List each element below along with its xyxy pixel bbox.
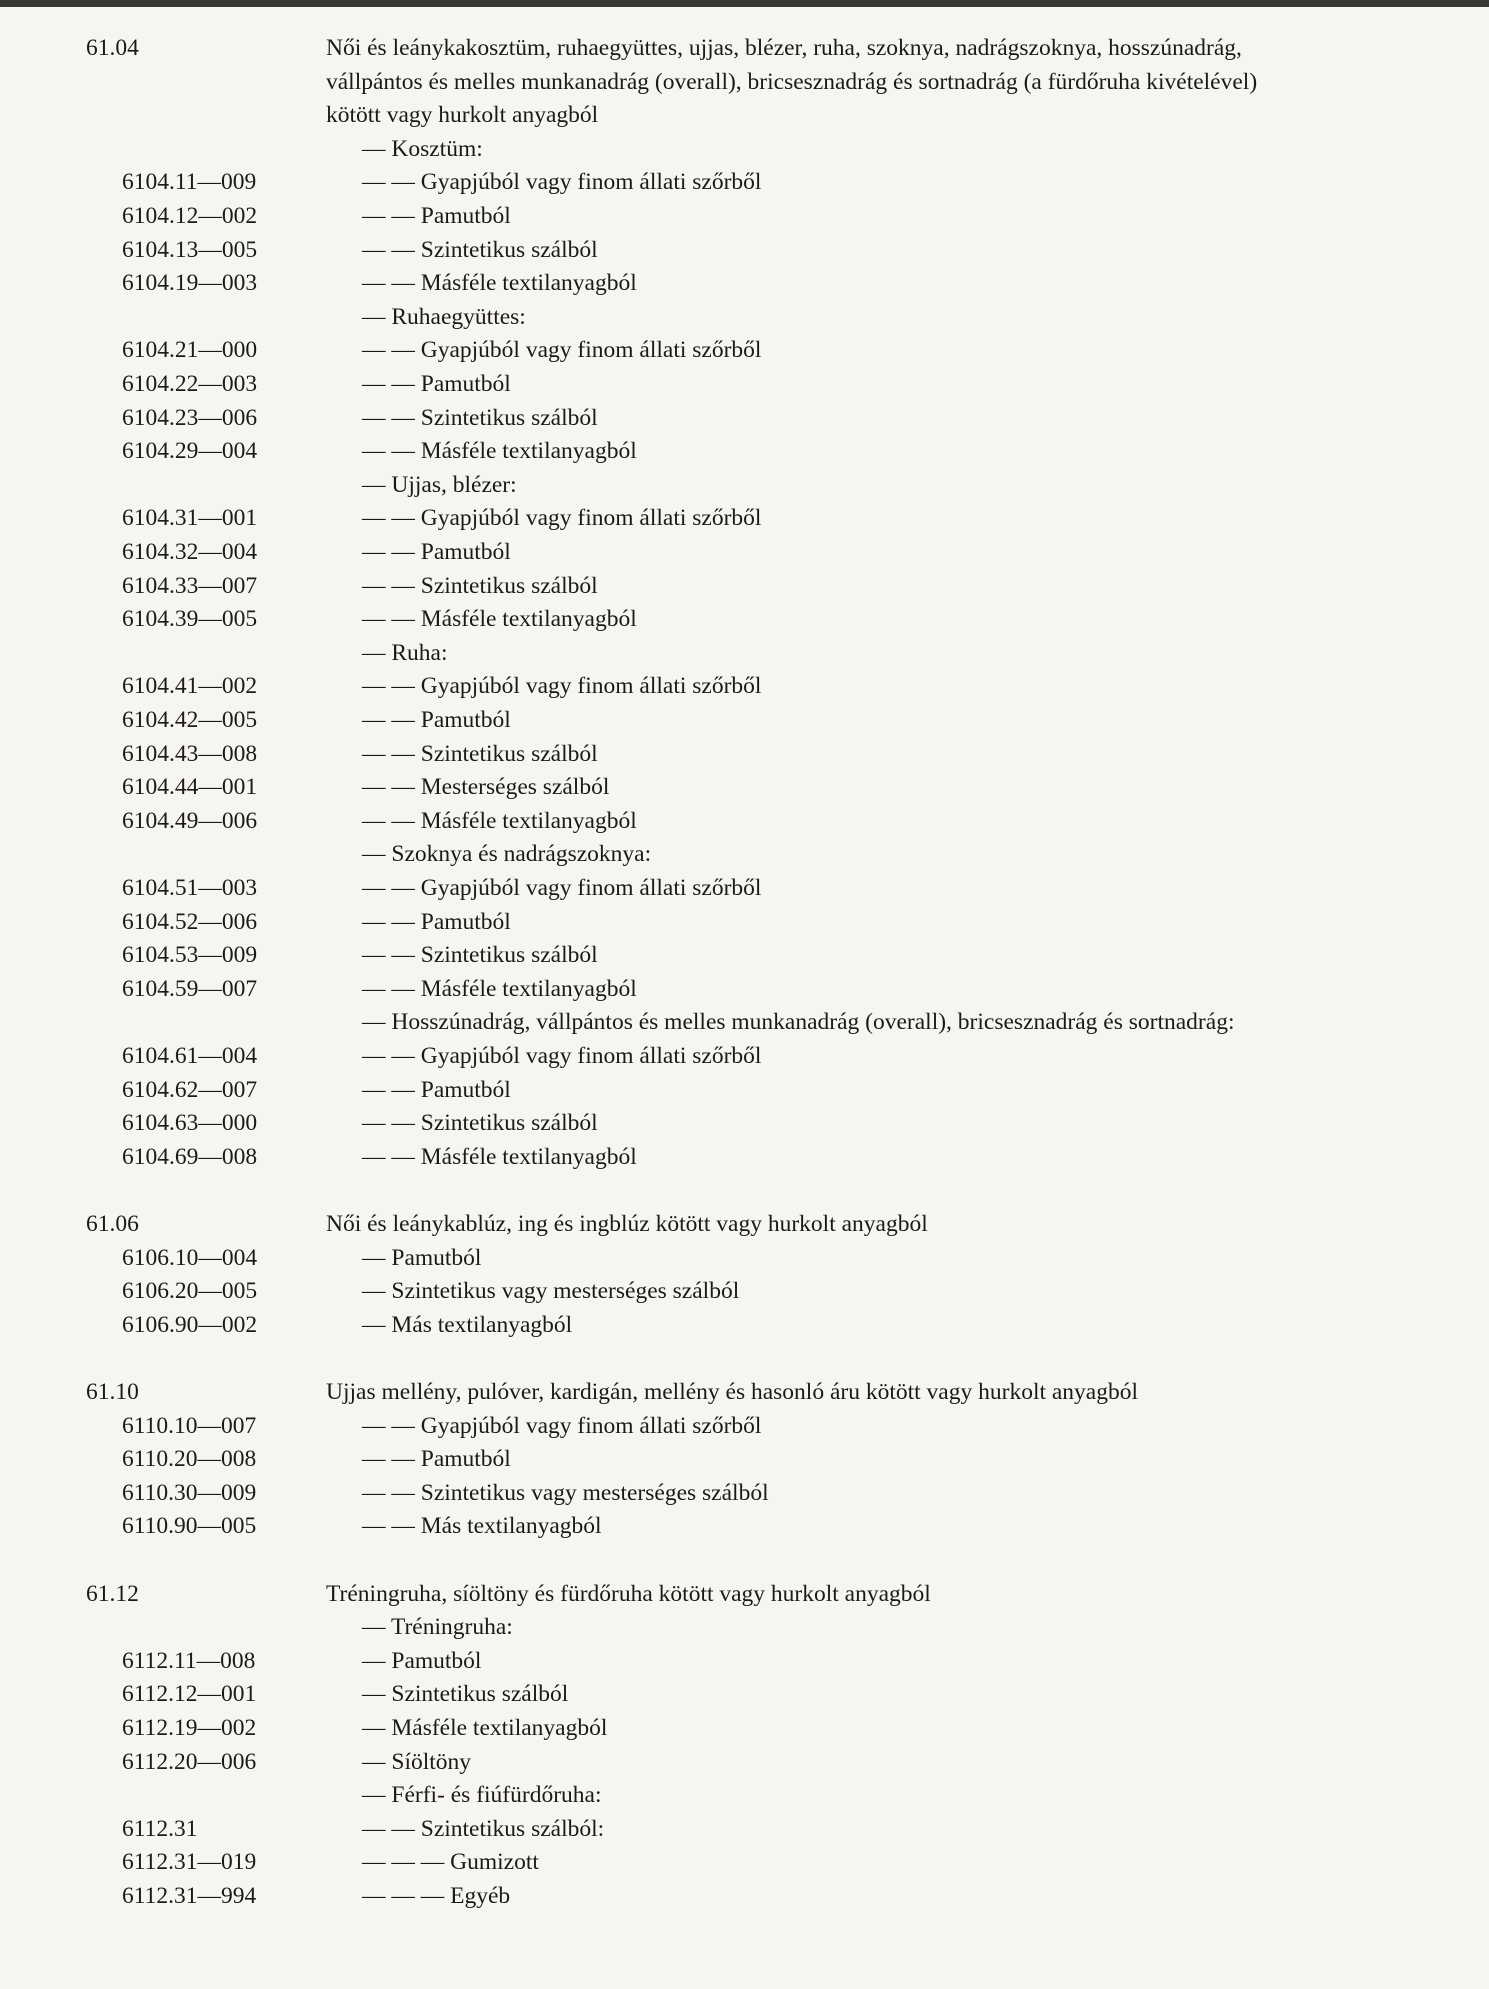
tariff-description: — — Pamutból [362, 1446, 511, 1473]
tariff-description: — Pamutból [362, 1647, 482, 1674]
tariff-description: — — Gyapjúból vagy finom állati szőrből [362, 337, 762, 364]
tariff-code: 6104.59—007 [122, 975, 258, 1002]
tariff-code: 6110.10—007 [122, 1412, 257, 1439]
tariff-description: — — Szintetikus szálból [362, 236, 598, 263]
tariff-row [0, 703, 1489, 737]
tariff-description: — — Pamutból [362, 371, 511, 397]
tariff-row [0, 165, 1489, 199]
tariff-row [0, 1812, 1489, 1846]
tariff-code: 6110.20—008 [122, 1446, 257, 1473]
tariff-row [0, 737, 1489, 771]
tariff-code: 6112.12—001 [122, 1681, 257, 1708]
heading-description: Ujjas mellény, pulóver, kardigán, mellény és hasonló áru kötött vagy hurkolt anyagból [326, 1379, 1139, 1405]
tariff-row [0, 636, 1489, 670]
tariff-description: — — Szintetikus szálból [362, 404, 598, 431]
tariff-code: 6104.51—003 [122, 875, 258, 901]
tariff-code: 6104.53—009 [122, 942, 258, 969]
heading-description: Női és leánykablúz, ing és ingblúz kötött vagy hurkolt anyagból [326, 1211, 928, 1237]
tariff-row [0, 1308, 1489, 1342]
tariff-row [0, 938, 1489, 972]
tariff-row [0, 1677, 1489, 1711]
tariff-description: — Ujjas, blézer: [362, 471, 517, 498]
tariff-description: — — Pamutból [362, 203, 511, 229]
tariff-description: — — Gyapjúból vagy finom állati szőrből [362, 875, 762, 901]
tariff-row [0, 1644, 1489, 1678]
tariff-code: 6112.19—002 [122, 1715, 257, 1741]
tariff-description: — — Szintetikus szálból [362, 572, 598, 599]
tariff-row [0, 1442, 1489, 1476]
tariff-description: — Szintetikus vagy mesterséges szálból [362, 1278, 740, 1305]
tariff-code: 6104.13—005 [122, 236, 258, 263]
tariff-description: — — Szintetikus szálból [362, 740, 598, 767]
tariff-row [0, 1745, 1489, 1779]
heading-code: 61.10 [86, 1379, 139, 1405]
tariff-code: 6104.29—004 [122, 438, 258, 465]
tariff-row [0, 1106, 1489, 1140]
heading-description: vállpántos és melles munkanadrág (overall), bricsesznadrág és sortnadrág (a fürdőruha kivételével) [326, 68, 1258, 95]
heading-row [0, 1577, 1489, 1611]
tariff-row [0, 1005, 1489, 1039]
tariff-description: — — Pamutból [362, 908, 511, 935]
tariff-description: — — Másféle textilanyagból [362, 1143, 637, 1170]
tariff-description: — Másféle textilanyagból [362, 1715, 608, 1741]
tariff-row [0, 300, 1489, 334]
tariff-description: — — Szintetikus szálból [362, 1110, 598, 1137]
tariff-row [0, 233, 1489, 267]
tariff-row [0, 1476, 1489, 1510]
tariff-description: — — Másféle textilanyagból [362, 438, 637, 465]
tariff-description: — — Pamutból [362, 707, 511, 733]
tariff-code: 6106.90—002 [122, 1311, 258, 1338]
tariff-code: 6112.11—008 [122, 1647, 256, 1674]
tariff-description: — — Mesterséges szálból [362, 774, 610, 801]
tariff-row [0, 1274, 1489, 1308]
tariff-code: 6104.32—004 [122, 539, 258, 565]
tariff-row [0, 1073, 1489, 1107]
tariff-row [0, 1140, 1489, 1174]
tariff-code: 6112.31 [122, 1815, 198, 1842]
tariff-row [0, 434, 1489, 468]
tariff-code: 6112.31—019 [122, 1849, 257, 1876]
tariff-description: — — Szintetikus szálból [362, 942, 598, 969]
heading-row [0, 65, 1489, 99]
heading-row [0, 1207, 1489, 1241]
tariff-description: — Kosztüm: [362, 135, 483, 162]
tariff-description: — Síöltöny [362, 1748, 472, 1775]
tariff-description: — — Pamutból [362, 1076, 511, 1103]
tariff-description: — Tréningruha: [362, 1614, 513, 1641]
tariff-row [0, 132, 1489, 166]
tariff-row [0, 1241, 1489, 1275]
tariff-row [0, 535, 1489, 569]
tariff-code: 6104.19—003 [122, 270, 258, 297]
tariff-description: — — Szintetikus vagy mesterséges szálból [362, 1479, 769, 1506]
tariff-row [0, 401, 1489, 435]
tariff-description: — Pamutból [362, 1244, 482, 1271]
heading-description: Női és leánykakosztüm, ruhaegyüttes, ujjas, blézer, ruha, szoknya, nadrágszoknya, hosszúnadrág, [326, 35, 1242, 61]
tariff-row [0, 1778, 1489, 1812]
tariff-code: 6110.90—005 [122, 1513, 257, 1540]
tariff-description: — — Pamutból [362, 539, 511, 565]
tariff-row [0, 905, 1489, 939]
tariff-code: 6104.33—007 [122, 572, 258, 599]
tariff-description: — — Gyapjúból vagy finom állati szőrből [362, 169, 762, 196]
tariff-code: 6104.11—009 [122, 169, 257, 196]
tariff-description: — — Másféle textilanyagból [362, 807, 637, 834]
tariff-row [0, 770, 1489, 804]
tariff-description: — Szoknya és nadrágszoknya: [362, 841, 652, 868]
tariff-code: 6104.23—006 [122, 404, 258, 431]
tariff-row [0, 468, 1489, 502]
tariff-code: 6112.20—006 [122, 1748, 257, 1775]
tariff-description: — — Gyapjúból vagy finom állati szőrből [362, 673, 762, 700]
tariff-row [0, 266, 1489, 300]
tariff-description: — — Másféle textilanyagból [362, 606, 637, 633]
heading-description: Tréningruha, síöltöny és fürdőruha kötött vagy hurkolt anyagból [326, 1580, 931, 1607]
tariff-code: 6106.20—005 [122, 1278, 258, 1305]
tariff-code: 6112.31—994 [122, 1883, 257, 1909]
tariff-description: — — — Gumizott [362, 1849, 539, 1876]
tariff-row [0, 569, 1489, 603]
tariff-code: 6104.62—007 [122, 1076, 258, 1103]
heading-row [0, 31, 1489, 65]
tariff-row [0, 501, 1489, 535]
tariff-row [0, 602, 1489, 636]
tariff-description: — Ruha: [362, 639, 448, 666]
tariff-row [0, 1845, 1489, 1879]
tariff-code: 6104.41—002 [122, 673, 258, 700]
tariff-description: — Ruhaegyüttes: [362, 303, 526, 330]
tariff-code: 6104.69—008 [122, 1143, 258, 1170]
tariff-description: — — Gyapjúból vagy finom állati szőrből [362, 1412, 762, 1439]
tariff-row [0, 333, 1489, 367]
tariff-description: — — Más textilanyagból [362, 1513, 602, 1540]
tariff-description: — — Gyapjúból vagy finom állati szőrből [362, 1043, 762, 1069]
heading-code: 61.04 [86, 35, 139, 61]
tariff-row [0, 1039, 1489, 1073]
tariff-code: 6104.52—006 [122, 908, 258, 935]
tariff-code: 6104.63—000 [122, 1110, 258, 1137]
heading-code: 61.12 [86, 1580, 139, 1607]
tariff-code: 6104.31—001 [122, 505, 258, 532]
tariff-description: — Hosszúnadrág, vállpántos és melles munkanadrág (overall), bricsesznadrág és sortnadrág: [362, 1009, 1235, 1036]
tariff-row [0, 871, 1489, 905]
tariff-row [0, 367, 1489, 401]
tariff-description: — Más textilanyagból [362, 1311, 573, 1338]
tariff-row [0, 972, 1489, 1006]
tariff-row [0, 669, 1489, 703]
heading-row [0, 1375, 1489, 1409]
tariff-description: — — — Egyéb [362, 1883, 511, 1909]
tariff-code: 6104.22—003 [122, 371, 258, 397]
tariff-code: 6106.10—004 [122, 1244, 258, 1271]
tariff-description: — Szintetikus szálból [362, 1681, 569, 1708]
tariff-row [0, 1879, 1489, 1913]
tariff-code: 6110.30—009 [122, 1479, 257, 1506]
heading-row [0, 98, 1489, 132]
tariff-code: 6104.44—001 [122, 774, 258, 801]
tariff-row [0, 837, 1489, 871]
heading-code: 61.06 [86, 1211, 139, 1237]
tariff-code: 6104.43—008 [122, 740, 258, 767]
tariff-description: — — Gyapjúból vagy finom állati szőrből [362, 505, 762, 532]
heading-description: kötött vagy hurkolt anyagból [326, 102, 599, 129]
tariff-description: — Férfi- és fiúfürdőruha: [362, 1782, 602, 1809]
tariff-code: 6104.42—005 [122, 707, 258, 733]
tariff-code: 6104.49—006 [122, 807, 258, 834]
tariff-code: 6104.21—000 [122, 337, 258, 364]
tariff-row [0, 199, 1489, 233]
tariff-row [0, 1509, 1489, 1543]
tariff-description: — — Szintetikus szálból: [362, 1815, 605, 1842]
tariff-code: 6104.12—002 [122, 203, 258, 229]
tariff-code: 6104.39—005 [122, 606, 258, 633]
tariff-code: 6104.61—004 [122, 1043, 258, 1069]
tariff-description: — — Másféle textilanyagból [362, 975, 637, 1002]
tariff-row [0, 1711, 1489, 1745]
tariff-row [0, 1409, 1489, 1443]
tariff-row [0, 804, 1489, 838]
tariff-row [0, 1610, 1489, 1644]
tariff-description: — — Másféle textilanyagból [362, 270, 637, 297]
